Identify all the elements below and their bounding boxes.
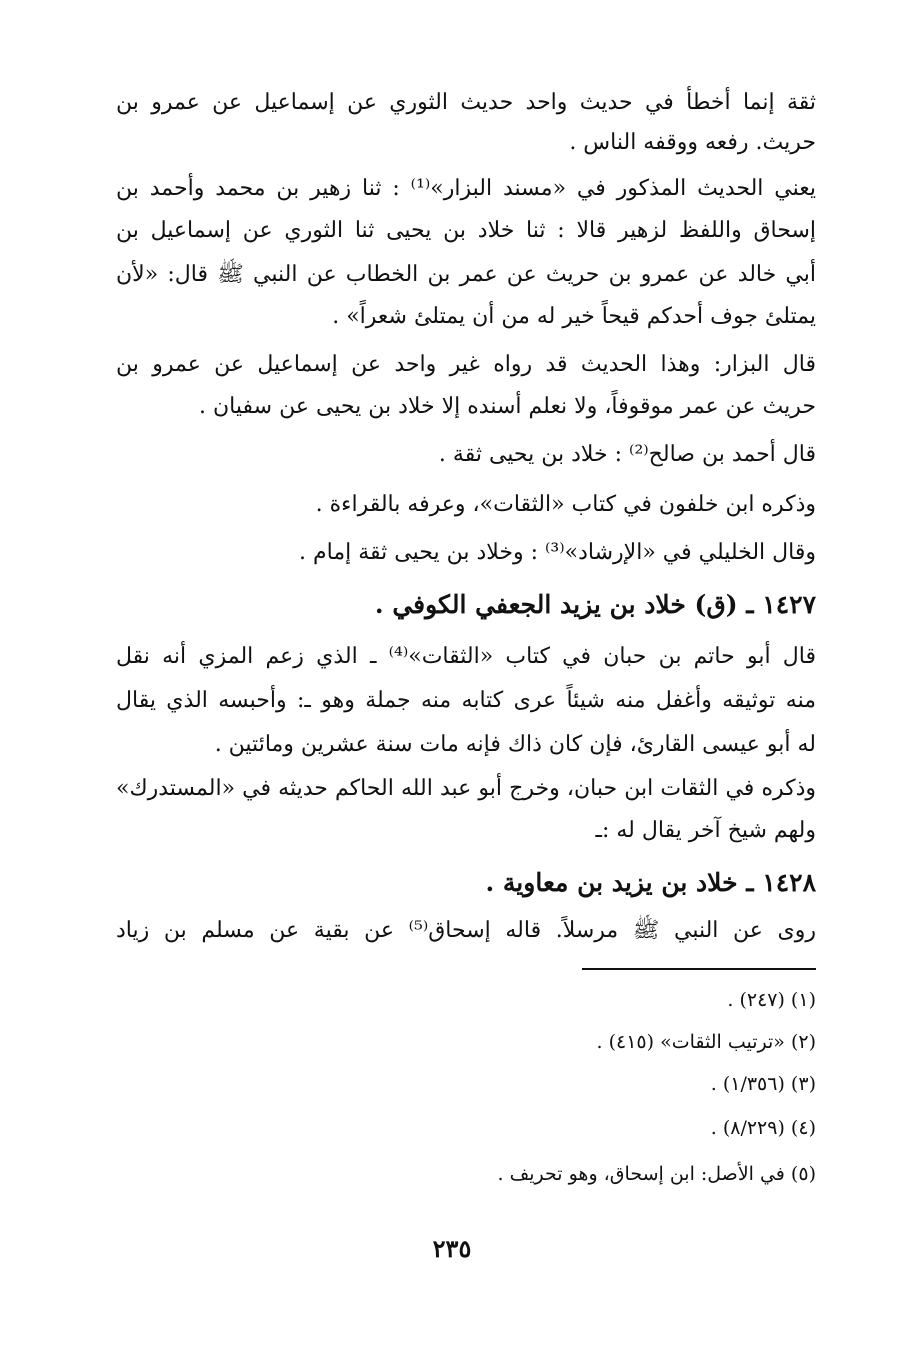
entry-heading: ١٤٢٧ ـ (ق) خلاد بن يزيد الجعفي الكوفي .: [374, 590, 816, 619]
entry-heading: ١٤٢٨ ـ خلاد بن يزيد بن معاوية .: [485, 868, 816, 897]
footnote: (٣) (١/٣٥٦) .: [710, 1073, 816, 1095]
text-line: ثقة إنما أخطأ في حديث واحد حديث الثوري عن إسماعيل عن عمرو بن: [116, 90, 816, 115]
text-line: منه توثيقه وأغفل منه شيئاً عرى كتابه منه جملة وهو ـ: وأحبسه الذي يقال: [116, 688, 816, 713]
text-line: أبي خالد عن عمرو بن حريث عن عمر بن الخطاب عن النبي ﷺ قال: «لأن: [116, 262, 816, 287]
footnote: (٥) في الأصل: ابن إسحاق، وهو تحريف .: [497, 1163, 816, 1185]
text-line: إسحاق واللفظ لزهير قالا : ثنا خلاد بن يحيى ثنا الثوري عن إسماعيل بن: [116, 218, 816, 243]
text-line: قال أحمد بن صالح⁽²⁾ : خلاد بن يحيى ثقة .: [438, 442, 816, 467]
text-line: وذكره ابن خلفون في كتاب «الثقات»، وعرفه بالقراءة .: [315, 492, 816, 517]
footnote-divider: [582, 968, 816, 970]
text-line: ولهم شيخ آخر يقال له :ـ: [595, 818, 816, 843]
text-line: يمتلئ جوف أحدكم قيحاً خير له من أن يمتلئ شعراً» .: [332, 304, 816, 329]
text-line: وقال الخليلي في «الإرشاد»⁽³⁾ : وخلاد بن يحيى ثقة إمام .: [299, 540, 816, 565]
footnote: (٢) «ترتيب الثقات» (٤١٥) .: [596, 1031, 816, 1053]
text-line: يعني الحديث المذكور في «مسند البزار»⁽¹⁾ : ثنا زهير بن محمد وأحمد بن: [116, 176, 816, 201]
text-line: له أبو عيسى القارئ، فإن كان ذاك فإنه مات سنة عشرين ومائتين .: [214, 732, 816, 757]
footnote: (١) (٢٤٧) .: [727, 989, 816, 1011]
text-line: قال أبو حاتم بن حبان في كتاب «الثقات»⁽⁴⁾ ـ الذي زعم المزي أنه نقل: [116, 644, 816, 669]
footnote: (٤) (٨/٢٢٩) .: [710, 1117, 816, 1139]
text-line: وذكره في الثقات ابن حبان، وخرج أبو عبد الله الحاكم حديثه في «المستدرك»: [116, 776, 816, 801]
text-line: حريث. رفعه ووقفه الناس .: [569, 130, 816, 155]
page-number: ٢٣٥: [432, 1234, 472, 1263]
text-line: قال البزار: وهذا الحديث قد رواه غير واحد عن إسماعيل عن عمرو بن: [116, 352, 816, 377]
text-line: روى عن النبي ﷺ مرسلاً. قاله إسحاق⁽⁵⁾ عن بقية عن مسلم بن زياد: [116, 918, 816, 943]
text-line: حريث عن عمر موقوفاً، ولا نعلم أسنده إلا خلاد بن يحيى عن سفيان .: [199, 394, 816, 419]
